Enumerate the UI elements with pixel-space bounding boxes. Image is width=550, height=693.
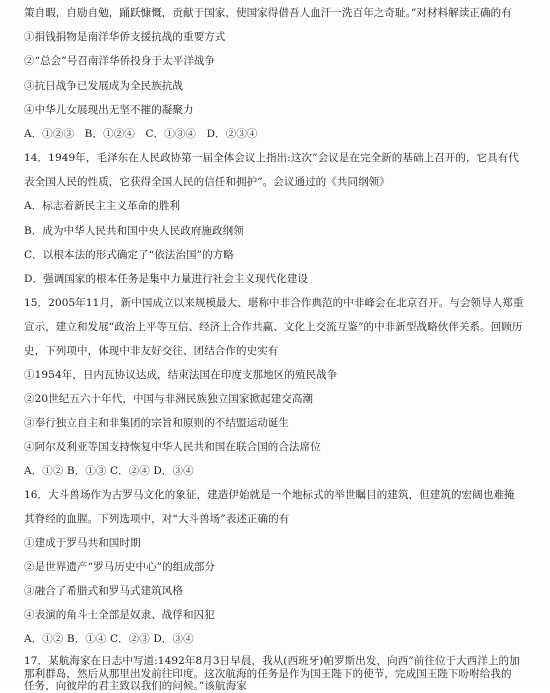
option-line: C．以根本法的形式确定了“依法治国”的方略 — [24, 249, 234, 261]
question-14-stem: 表全国人民的性质，它获得全国人民的信任和拥护”。会议通过的《共同纲领》 — [24, 176, 390, 188]
option-line: ④阿尔及利亚等国支持恢复中华人民共和国在联合国的合法席位 — [24, 441, 321, 453]
question-15-stem: 史，下列项中，体现中非友好交往、团结合作的史实有 — [24, 345, 279, 357]
question-14-stem: 14．1949年，毛泽东在人民政协第一届全体会议上指出:这次”会议是在完全新的基础上召开的，它具有代 — [24, 152, 519, 164]
option-line: ④中华儿女展现出无坚不摧的凝聚力 — [24, 104, 194, 116]
question-16-stem: 16．大斗兽场作为古罗马文化的象征，建造伊始就是一个地标式的举世瞩目的建筑，但建筑的宏阔也难掩 — [24, 489, 515, 501]
question-16-stem: 其脊经的血腥。下列选项中，对“大斗兽场”表述正确的有 — [24, 513, 290, 525]
option-line: ③抗日战争已发展成为全民族抗战 — [24, 80, 183, 92]
answer-choices: A．①②③ B．①②④ C．①③④ D．②③④ — [24, 128, 258, 140]
option-line: ②20世纪五六十年代，中国与非洲民族独立国家掀起建交高潮 — [24, 393, 314, 405]
option-line: ②“总会”号召南洋华侨投身于太平洋战争 — [24, 55, 216, 67]
option-line: ③奉行独立自主和非集团的宗旨和原则的不结盟运动诞生 — [24, 417, 289, 429]
answer-choices: A．①② B．①③ C．②④ D．③④ — [24, 465, 194, 477]
option-line: B．成为中华人民共和国中央人民政府施政纲领 — [24, 225, 244, 237]
question-17-stem: 任务，向彼岸的君主致以我们的问候。”该航海家 — [24, 680, 247, 692]
option-line: ①捐钱捐物是南洋华侨支援抗战的重要方式 — [24, 31, 226, 43]
option-line: D．强调国家的根本任务是集中力量进行社会主义现代化建设 — [24, 273, 309, 285]
question-15-stem: 宣示，建立和发展“政治上平等互信、经济上合作共赢、文化上交流互鉴”的中非新型战略伙伴关系。回顾历 — [24, 321, 523, 333]
question-15-stem: 15．2005年11月，新中国成立以来规模最大、堪称中非合作典范的中非峰会在北京召开。与会领导人郑重 — [24, 297, 524, 309]
option-line: ②是世界遗产“罗马历史中心”的组成部分 — [24, 561, 216, 573]
question-17-stem: 17．某航海家在日志中写道:1492年8月3日早晨，我从(西班牙)帕罗斯出发，向西”前往位于大西洋上的加 — [24, 655, 520, 667]
option-line: ①1954年，日内瓦协议达成，结束法国在印度支那地区的殖民战争 — [24, 369, 338, 381]
option-line: ①建成于罗马共和国时期 — [24, 537, 141, 549]
option-line: ③融合了希腊式和罗马式建筑风格 — [24, 585, 183, 597]
answer-choices: A．①② B．①④ C．②③ D．③④ — [24, 633, 194, 645]
text-line: 策自暇，自励自勉，踊跃慷慨，贡献于国家，使国家得借吾人血汗一洗百年之奇耻。”对材料解读正确的有 — [24, 7, 512, 19]
option-line: A．标志着新民主主义革命的胜利 — [24, 200, 181, 212]
question-17-stem: 那利群岛，然后从那里出发前往印度。这次航海的任务是作为国王陛下的使节，完成国王陛下吩咐给我的 — [24, 668, 512, 680]
option-line: ④表演的角斗士全部是奴隶、战俘和囚犯 — [24, 609, 215, 621]
